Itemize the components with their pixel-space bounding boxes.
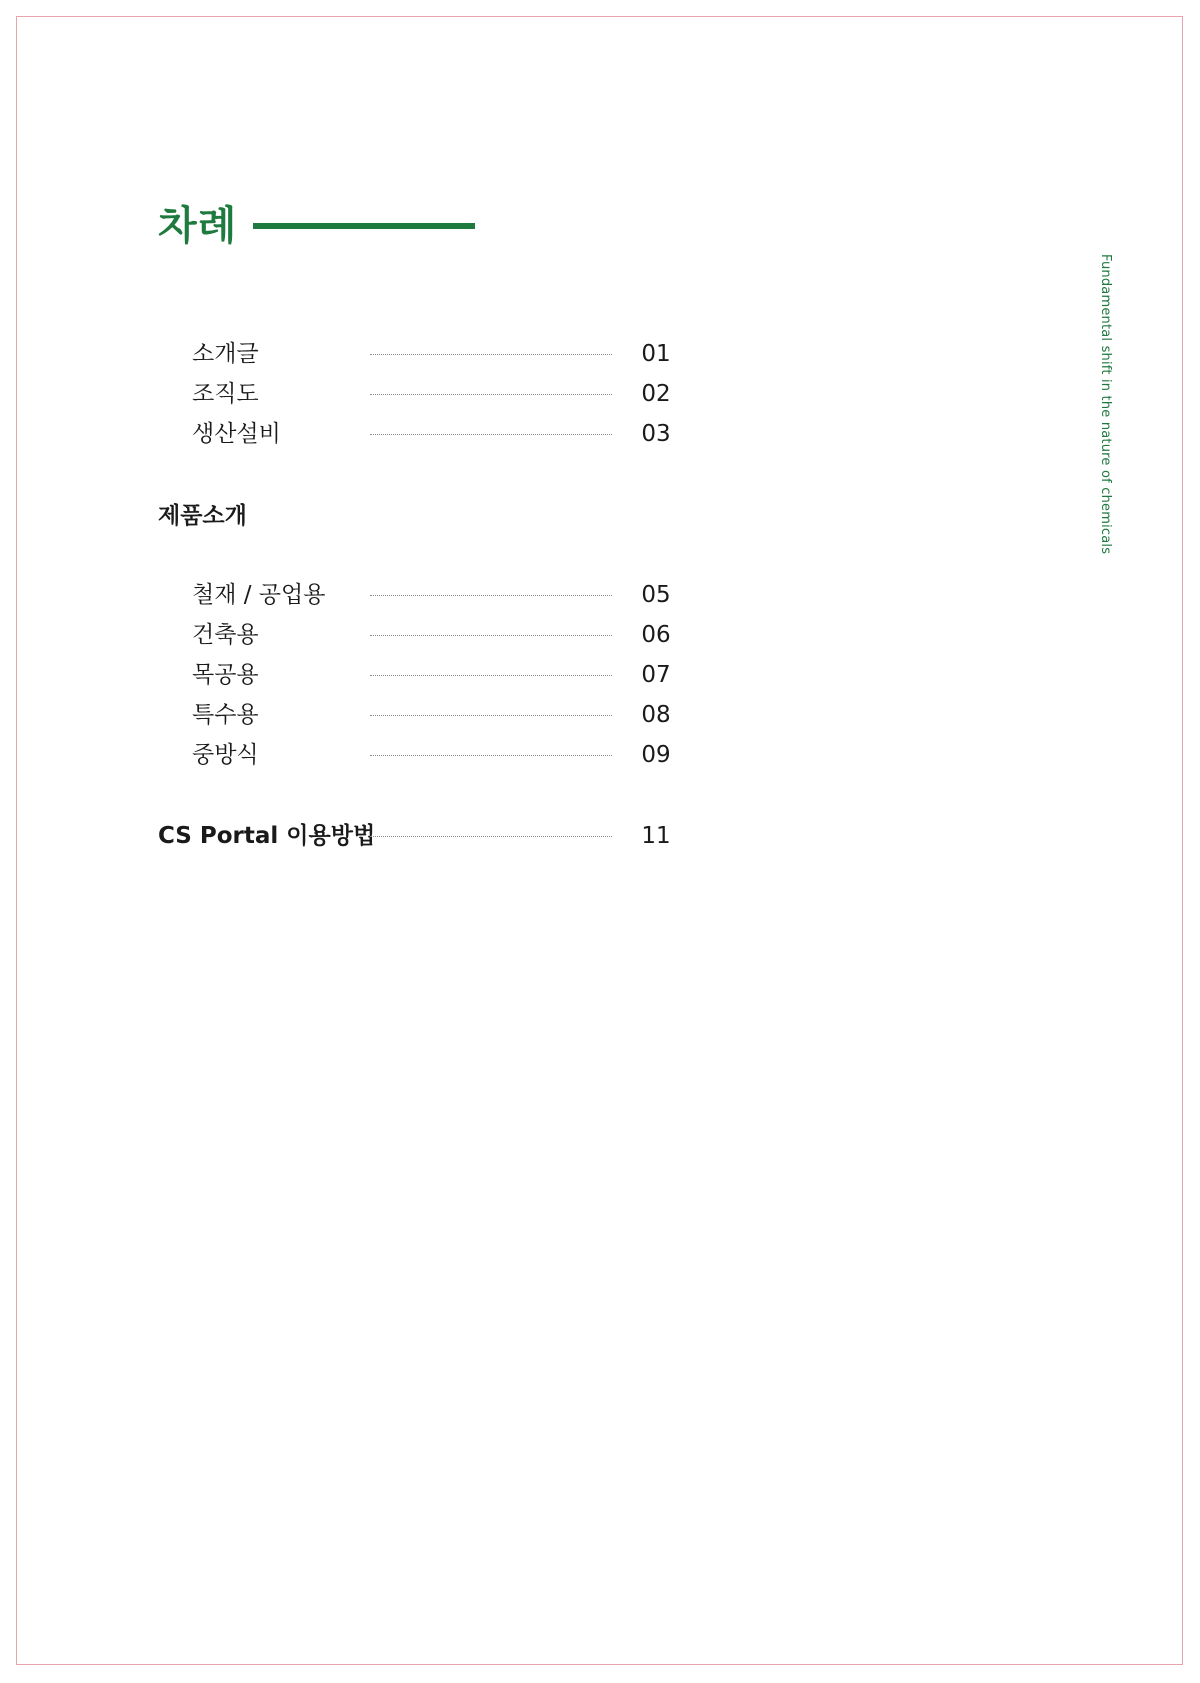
toc-dotted-leader [370,354,612,355]
toc-entry-intro[interactable] [0,334,700,374]
toc-entry-label: 목공용 [192,662,259,688]
toc-entry-heavy-duty[interactable] [0,735,700,775]
toc-entry-facilities[interactable] [0,414,700,454]
toc-title-rule [253,223,475,229]
toc-dotted-leader [370,715,612,716]
toc-entry-label: 건축용 [192,622,259,648]
toc-entry-page: 08 [641,702,671,728]
side-tagline: Fundamental shift in the nature of chemicals [1098,254,1113,555]
toc-entry-label: CS Portal 이용방법 [158,823,376,849]
toc-entry-page: 11 [641,823,671,849]
toc-entry-label: 철재 / 공업용 [192,582,326,608]
toc-entry-woodwork[interactable] [0,655,700,695]
toc-entry-page: 07 [641,662,671,688]
toc-entry-cs-portal[interactable] [0,816,700,856]
toc-entry-label: 중방식 [192,742,259,768]
toc-dotted-leader [370,635,612,636]
toc-entry-steel-industrial[interactable] [0,575,700,615]
toc-entry-page: 03 [641,421,671,447]
toc-entry-label: 특수용 [192,702,259,728]
toc-dotted-leader [370,394,612,395]
toc-entry-page: 02 [641,381,671,407]
toc-entry-label: 소개글 [192,341,259,367]
toc-entry-special[interactable] [0,695,700,735]
toc-entry-page: 05 [641,582,671,608]
toc-header [158,196,475,256]
toc-entry-construction[interactable] [0,615,700,655]
toc-entry-page: 06 [641,622,671,648]
toc-title: 차례 [158,203,238,249]
toc-entry-label: 조직도 [192,381,259,407]
toc-dotted-leader [370,595,612,596]
toc-entry-page: 01 [641,341,671,367]
toc-entry-org-chart[interactable] [0,374,700,414]
toc-entry-page: 09 [641,742,671,768]
toc-dotted-leader [370,755,612,756]
section-heading-products: 제품소개 [158,503,247,529]
toc-entry-label: 생산설비 [192,421,281,447]
toc-dotted-leader [370,434,612,435]
toc-dotted-leader [370,836,612,837]
toc-dotted-leader [370,675,612,676]
